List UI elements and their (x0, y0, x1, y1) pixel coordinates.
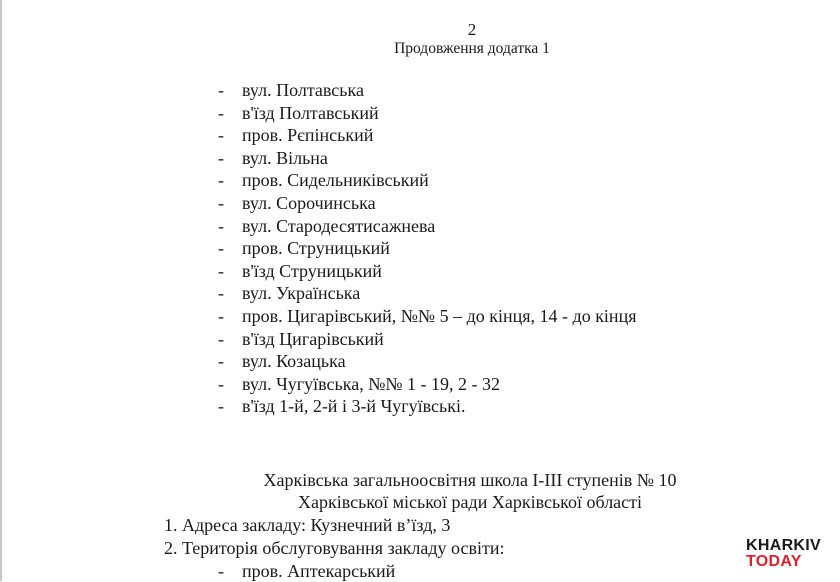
logo-line1: KHARKIV (746, 537, 821, 554)
street-item (218, 124, 636, 147)
continuation-heading: Продовження додатка 1 (394, 40, 550, 57)
list-dash: - (218, 396, 224, 417)
street-name: вул. Вільна (242, 147, 328, 168)
territory-street-list (218, 560, 395, 582)
street-item (218, 260, 636, 283)
street-item (218, 373, 636, 396)
street-name: вул. Полтавська (242, 80, 364, 100)
street-name: пров. Струницький (242, 238, 390, 259)
list-dash: - (218, 80, 224, 100)
list-dash: - (218, 192, 224, 213)
school-title-line2: Харківської міської ради Харківської області (297, 492, 643, 512)
list-dash: - (218, 238, 224, 259)
list-dash: - (218, 102, 224, 123)
street-item (218, 215, 636, 238)
street-name: в'їзд Полтавський (242, 102, 379, 123)
street-item (218, 147, 636, 170)
page-number: 2 (467, 20, 477, 39)
street-name: вул. Козацька (242, 351, 346, 372)
street-name: пров. Сидельниківський (242, 170, 429, 191)
list-dash: - (218, 283, 224, 304)
list-dash: - (218, 561, 224, 581)
list-dash: - (218, 215, 224, 236)
street-name: пров. Рєпінський (242, 125, 374, 146)
school-title-line1: Харківська загальноосвітня школа І-ІІІ ступенів № 10 (263, 470, 677, 490)
list-dash: - (218, 373, 224, 394)
school-title (0, 469, 840, 513)
street-item (218, 237, 636, 260)
street-item (218, 328, 636, 351)
street-name: в'їзд 1-й, 2-й і 3-й Чугуївські. (242, 396, 466, 417)
street-name: вул. Сорочинська (242, 192, 376, 213)
street-name: пров. Цигарівський, №№ 5 – до кінця, 14 - до кінця (242, 305, 637, 326)
list-dash: - (218, 351, 224, 372)
street-name: вул. Стародесятисажнева (242, 215, 436, 236)
list-dash: - (218, 328, 224, 349)
street-name: вул. Українська (242, 283, 361, 304)
street-item (218, 102, 636, 125)
list-dash: - (218, 170, 224, 191)
list-dash: - (218, 147, 224, 168)
street-item (218, 395, 636, 418)
street-name: вул. Чугуївська, №№ 1 - 19, 2 - 32 (242, 373, 501, 394)
street-name: в'їзд Струницький (242, 260, 382, 281)
list-dash: - (218, 305, 224, 326)
street-item (218, 169, 636, 192)
service-territory-heading: 2. Територія обслуговування закладу освіти: (164, 538, 505, 558)
kharkiv-today-logo (746, 538, 836, 570)
street-item (218, 350, 636, 373)
street-item (218, 79, 636, 102)
logo-line2: TODAY (746, 553, 802, 570)
list-dash: - (218, 125, 224, 146)
street-item (218, 192, 636, 215)
street-item (218, 560, 395, 582)
street-name: пров. Аптекарський (242, 561, 396, 581)
street-list (218, 79, 636, 418)
street-item (218, 282, 636, 305)
school-address: 1. Адреса закладу: Кузнечний в’їзд, 3 (164, 515, 451, 535)
street-item (218, 305, 636, 328)
street-name: в'їзд Цигарівський (242, 328, 384, 349)
list-dash: - (218, 260, 224, 281)
